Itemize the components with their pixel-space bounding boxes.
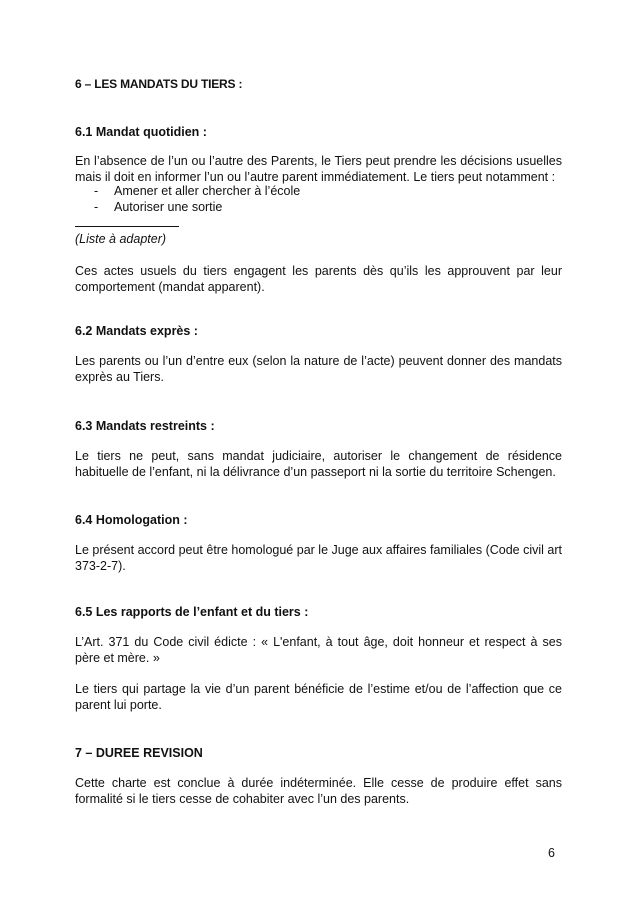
section-6-1-paragraph: En l’absence de l’un ou l’autre des Parents, le Tiers peut prendre les décisions usuelles mais il doit en informer l’un ou l’autre parent immédiatement. Le tiers peut notamment : [75, 154, 562, 184]
section-6-5-heading: 6.5 Les rapports de l’enfant et du tiers : [75, 605, 309, 619]
section-6-2-paragraph: Les parents ou l’un d’entre eux (selon la nature de l’acte) peuvent donner des mandats exprès au Tiers. [75, 354, 562, 384]
list-dash: - [94, 184, 99, 198]
section-6-1-paragraph-2: Ces actes usuels du tiers engagent les parents dès qu’ils les approuvent par leur comportement (mandat apparent). [75, 264, 562, 294]
section-6-heading: 6 – LES MANDATS DU TIERS : [75, 77, 243, 91]
underline-rule [75, 226, 179, 227]
section-6-1-heading: 6.1 Mandat quotidien : [75, 125, 207, 139]
page-number: 6 [548, 846, 555, 860]
list-item-text: Amener et aller chercher à l’école [114, 184, 301, 198]
list-item [75, 183, 562, 199]
section-6-3-paragraph: Le tiers ne peut, sans mandat judiciaire, autoriser le changement de résidence habituelle de l’enfant, ni la délivrance d’un passeport ni la sortie du territoire Schengen. [75, 449, 562, 479]
list-dash: - [94, 200, 99, 214]
section-6-4-paragraph: Le présent accord peut être homologué par le Juge aux affaires familiales (Code civil art 373-2-7). [75, 543, 562, 573]
list-item [75, 199, 562, 215]
section-6-4-heading: 6.4 Homologation : [75, 513, 188, 527]
list-note: (Liste à adapter) [75, 232, 167, 246]
section-6-3-heading: 6.3 Mandats restreints : [75, 419, 215, 433]
section-6-5-paragraph-2: Le tiers qui partage la vie d’un parent bénéficie de l’estime et/ou de l’affection que ce parent lui porte. [75, 682, 562, 712]
section-7-paragraph: Cette charte est conclue à durée indéterminée. Elle cesse de produire effet sans formalité si le tiers cesse de cohabiter avec l’un des parents. [75, 776, 562, 806]
section-6-2-heading: 6.2 Mandats exprès : [75, 324, 198, 338]
section-7-heading: 7 – DUREE REVISION [75, 746, 203, 760]
list-item-text: Autoriser une sortie [114, 200, 223, 214]
mandate-list [75, 183, 562, 215]
section-6-5-paragraph: L’Art. 371 du Code civil édicte : « L'enfant, à tout âge, doit honneur et respect à ses père et mère. » [75, 635, 562, 665]
